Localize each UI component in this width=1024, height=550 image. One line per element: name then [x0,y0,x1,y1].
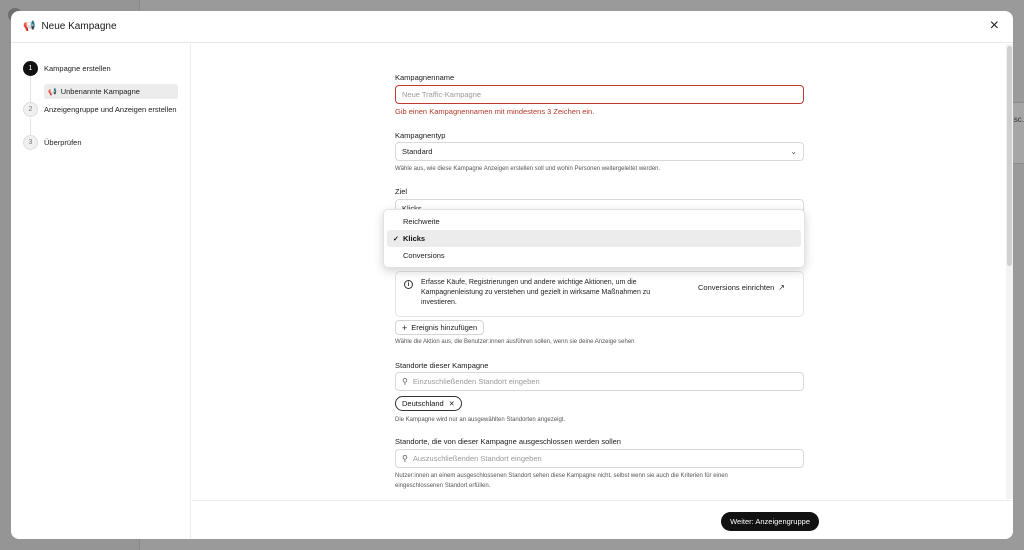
goal-option-reichweite[interactable] [387,213,801,230]
locations-help: Die Kampagne wird nur an ausgewählten Standorten angezeigt. [395,417,566,423]
step-label: Überprüfen [44,138,82,147]
input-placeholder: Auszuschließenden Standort eingeben [412,454,542,463]
excluded-locations-label: Standorte, die von dieser Kampagne ausgeschlossen werden sollen [395,437,621,446]
modal-header [11,11,1013,43]
modal-title: Neue Kampagne [41,21,117,32]
backdrop-table-edge [1012,102,1024,164]
select-value: Standard [402,147,433,156]
location-chip[interactable] [395,396,462,411]
external-link-icon: ↗ [778,283,785,292]
remove-chip-icon[interactable]: ✕ [448,400,455,408]
excluded-help: Nutzer:innen an einem ausgeschlossenen Standort sehen diese Kampagne nicht, selbst wenn sie auch die Kriterien für einen eingeschlossenen Standort erfüllen. [395,473,728,489]
campaign-name-error: Gib einen Kampagnennamen mit mindestens 3 Zeichen ein. [395,107,595,116]
step-2[interactable] [23,102,177,117]
campaign-type-select[interactable] [395,142,804,161]
plus-icon: + [402,322,408,333]
campaign-type-help: Wähle aus, wie diese Kampagne Anzeigen erstellen soll und wohin Personen weitergeleitet werden. [395,166,661,172]
campaign-name-label: Kampagnenname [395,73,455,82]
sidebar-item-unbenannte-kampagne[interactable] [44,84,178,99]
info-icon: i [404,280,413,289]
option-label: Conversions [403,251,445,260]
link-label: Conversions einrichten [698,283,775,292]
step-number: 3 [23,135,38,150]
megaphone-icon: 📢 [48,88,57,96]
input-placeholder: Neue Traffic-Kampagne [402,90,482,99]
chip-label: Deutschland [402,399,444,408]
goal-label: Ziel [395,187,408,196]
exclude-location-input[interactable] [395,449,804,468]
campaign-modal [11,11,1013,539]
option-label: Klicks [403,234,426,243]
megaphone-icon: 📢 [23,21,36,32]
search-icon: ⚲ [402,454,408,463]
sub-item-label: Unbenannte Kampagne [60,87,140,96]
goal-option-conversions[interactable] [387,247,801,264]
scrollbar-thumb[interactable] [1007,46,1012,266]
locations-label: Standorte dieser Kampagne [395,361,489,370]
step-number: 2 [23,102,38,117]
step-label: Kampagne erstellen [44,64,111,73]
option-label: Reichweite [403,217,440,226]
step-number: 1 [23,61,38,76]
step-1[interactable] [23,61,111,76]
input-placeholder: Einzuschließenden Standort eingeben [412,377,540,386]
chevron-down-icon: ⌄ [790,147,797,156]
close-button[interactable]: × [989,17,999,34]
add-event-button[interactable] [395,320,484,335]
form-area [192,44,1013,499]
campaign-type-label: Kampagnentyp [395,131,446,140]
setup-conversions-link[interactable] [698,283,785,292]
next-button[interactable]: Weiter: Anzeigengruppe [721,512,819,531]
step-label: Anzeigengruppe und Anzeigen erstellen [44,105,177,114]
backdrop-cell-text: sc. [1013,115,1024,124]
include-location-input[interactable] [395,372,804,391]
event-help: Wähle die Aktion aus, die Benutzer:innen ausführen sollen, wenn sie deine Anzeige sehen [395,339,635,345]
campaign-name-input[interactable] [395,85,804,104]
search-icon: ⚲ [402,377,408,386]
button-label: Ereignis hinzufügen [411,323,478,332]
goal-option-klicks[interactable] [387,230,801,247]
scrollbar[interactable] [1006,44,1013,499]
modal-footer [192,500,1013,539]
steps-sidebar [11,44,191,539]
goal-dropdown-menu [383,209,805,268]
check-icon: ✓ [393,235,399,243]
conversion-info-box [395,271,804,317]
step-3[interactable] [23,135,82,150]
info-text: Erfasse Käufe, Registrierungen und andere wichtige Aktionen, um die Kampagnenleistung zu verstehen und gezielt in wirksame Maßnahmen zu investieren. [421,279,651,306]
